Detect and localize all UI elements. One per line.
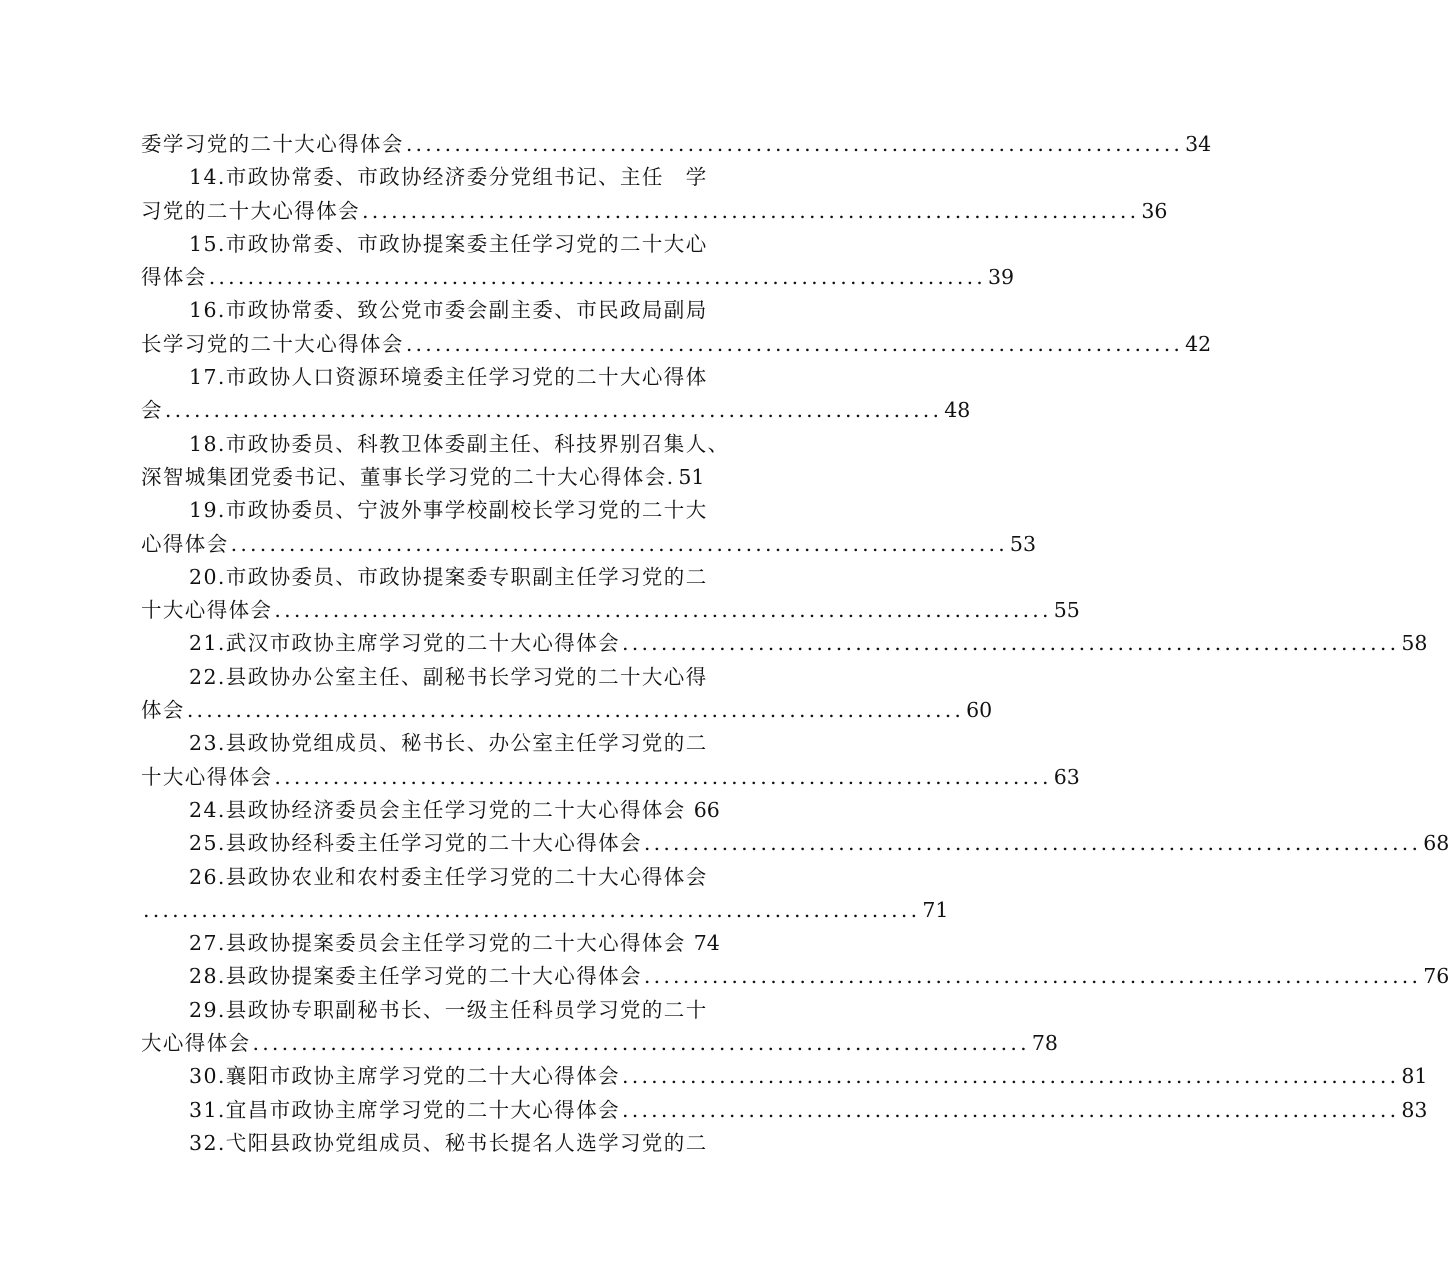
toc-line: [141, 594, 1080, 627]
toc-page-number: 83: [1401, 1097, 1428, 1122]
toc-entry-text: 14.市政协常委、市政协经济委分党组书记、主任 学: [189, 165, 708, 190]
toc-dot-leader: ................................................................................: [274, 764, 1052, 789]
toc-line: [141, 195, 1168, 228]
toc-page-number: 58: [1401, 631, 1428, 656]
toc-line: [141, 1027, 1058, 1060]
toc-dot-leader: ................................................................................: [143, 897, 921, 922]
toc-entry-text: 深智城集团党委书记、董事长学习党的二十大心得体会: [141, 464, 667, 489]
toc-dot-leader: ................................................................................: [643, 831, 1422, 856]
toc-line: [141, 461, 773, 494]
toc-dot-leader: ................................................................................: [622, 631, 1400, 656]
toc-page-number: 66: [693, 797, 720, 822]
toc-entry-text: 21.武汉市政协主席学习党的二十大心得体会: [189, 631, 621, 656]
toc-page-number: 36: [1141, 198, 1168, 223]
toc-entry-text: 长学习党的二十大心得体会: [141, 331, 404, 356]
toc-entry-text: 委学习党的二十大心得体会: [141, 132, 404, 156]
toc-dot-leader: ................................................................................: [362, 198, 1140, 223]
toc-page-number: 42: [1185, 331, 1212, 356]
toc-line: [141, 1094, 1428, 1127]
toc-line: [141, 561, 773, 594]
toc-line: [141, 627, 1428, 660]
toc-page-number: 53: [1009, 531, 1037, 556]
toc-line: [141, 428, 773, 461]
toc-line: [141, 128, 1212, 161]
toc-entry-text: 25.县政协经科委主任学习党的二十大心得体会: [189, 831, 642, 856]
toc-entry-text: 心得体会: [141, 531, 229, 556]
toc-line: [141, 161, 773, 194]
toc-line: [141, 494, 773, 527]
toc-entry-text: 十大心得体会: [141, 598, 273, 623]
toc-page-number: 78: [1031, 1031, 1058, 1056]
toc-line: [141, 960, 1449, 993]
toc-dot-leader: ................................................................................: [274, 598, 1052, 623]
toc-dot-leader: ................................................................................: [622, 1064, 1400, 1089]
toc-entry-text: 习党的二十大心得体会: [141, 198, 360, 223]
toc-page-number: 51: [678, 464, 705, 489]
toc-line: [141, 394, 971, 427]
toc-entry-text: 32.弋阳县政协党组成员、秘书长提名人选学习党的二: [189, 1130, 708, 1155]
toc-line: [141, 894, 949, 927]
toc-page-number: 48: [944, 398, 971, 423]
toc-entry-text: 26.县政协农业和农村委主任学习党的二十大心得体会: [189, 864, 708, 889]
toc-page-number: 34: [1185, 132, 1212, 156]
toc-line: [141, 927, 773, 960]
toc-entry-text: 17.市政协人口资源环境委主任学习党的二十大心得体: [189, 365, 708, 390]
toc-line: [141, 994, 773, 1027]
toc-dot-leader: ................................................................................: [252, 1031, 1030, 1056]
toc-entry-text: 16.市政协常委、致公党市委会副主委、市民政局副局: [189, 298, 708, 323]
toc-line: [141, 361, 773, 394]
toc-entry-text: 会: [141, 398, 163, 423]
toc-line: [141, 694, 993, 727]
toc-dot-leader: ................................................................................: [186, 698, 965, 723]
table-of-contents: [141, 128, 1449, 1160]
toc-page-number: 68: [1423, 831, 1449, 856]
toc-line: [141, 294, 773, 327]
toc-entry-text: 28.县政协提案委主任学习党的二十大心得体会: [189, 964, 642, 989]
toc-dot-leader: ................................................................................: [643, 964, 1422, 989]
toc-entry-text: 23.县政协党组成员、秘书长、办公室主任学习党的二: [189, 731, 708, 756]
toc-page-number: 76: [1423, 964, 1449, 989]
toc-entry-text: 20.市政协委员、市政协提案委专职副主任学习党的二: [189, 564, 708, 589]
toc-dot-leader: ................................................................................: [405, 132, 1184, 156]
toc-page-number: 81: [1401, 1064, 1428, 1089]
toc-page-number: 71: [922, 897, 949, 922]
toc-line: [141, 261, 1015, 294]
toc-page-number: 63: [1053, 764, 1080, 789]
toc-entry-text: 30.襄阳市政协主席学习党的二十大心得体会: [189, 1064, 621, 1089]
toc-entry-text: 22.县政协办公室主任、副秘书长学习党的二十大心得: [189, 664, 708, 689]
toc-line: [141, 328, 1212, 361]
toc-page-number: 60: [966, 698, 993, 723]
toc-line: [141, 1127, 773, 1160]
toc-entry-text: 体会: [141, 698, 185, 723]
toc-entry-text: 18.市政协委员、科教卫体委副主任、科技界别召集人、: [189, 431, 730, 456]
toc-entry-text: 24.县政协经济委员会主任学习党的二十大心得体会: [189, 797, 686, 822]
toc-line: [141, 1060, 1428, 1093]
toc-page-number: 55: [1053, 598, 1080, 623]
toc-entry-text: 27.县政协提案委员会主任学习党的二十大心得体会: [189, 931, 686, 956]
toc-entry-text: 15.市政协常委、市政协提案委主任学习党的二十大心: [189, 231, 708, 256]
toc-entry-text: 得体会: [141, 265, 207, 290]
toc-dot-leader: ................................................................................: [164, 398, 943, 423]
toc-entry-text: 31.宜昌市政协主席学习党的二十大心得体会: [189, 1097, 621, 1122]
toc-dot-leader: ................................................................................: [405, 331, 1184, 356]
toc-line: [141, 761, 1080, 794]
toc-dot-leader: .: [666, 464, 677, 489]
toc-entry-text: 十大心得体会: [141, 764, 273, 789]
toc-line: [141, 528, 1037, 561]
toc-dot-leader: ................................................................................: [622, 1097, 1400, 1122]
toc-line: [141, 861, 773, 894]
toc-entry-text: 大心得体会: [141, 1031, 251, 1056]
toc-entry-text: 19.市政协委员、宁波外事学校副校长学习党的二十大: [189, 498, 708, 523]
toc-page-number: 74: [693, 931, 720, 956]
toc-line: [141, 661, 773, 694]
toc-page-number: 39: [988, 265, 1015, 290]
toc-dot-leader: ................................................................................: [230, 531, 1008, 556]
toc-line: [141, 228, 773, 261]
toc-line: [141, 794, 773, 827]
toc-line: [141, 827, 1449, 860]
toc-entry-text: 29.县政协专职副秘书长、一级主任科员学习党的二十: [189, 997, 708, 1022]
toc-dot-leader: ................................................................................: [208, 265, 987, 290]
toc-line: [141, 727, 773, 760]
